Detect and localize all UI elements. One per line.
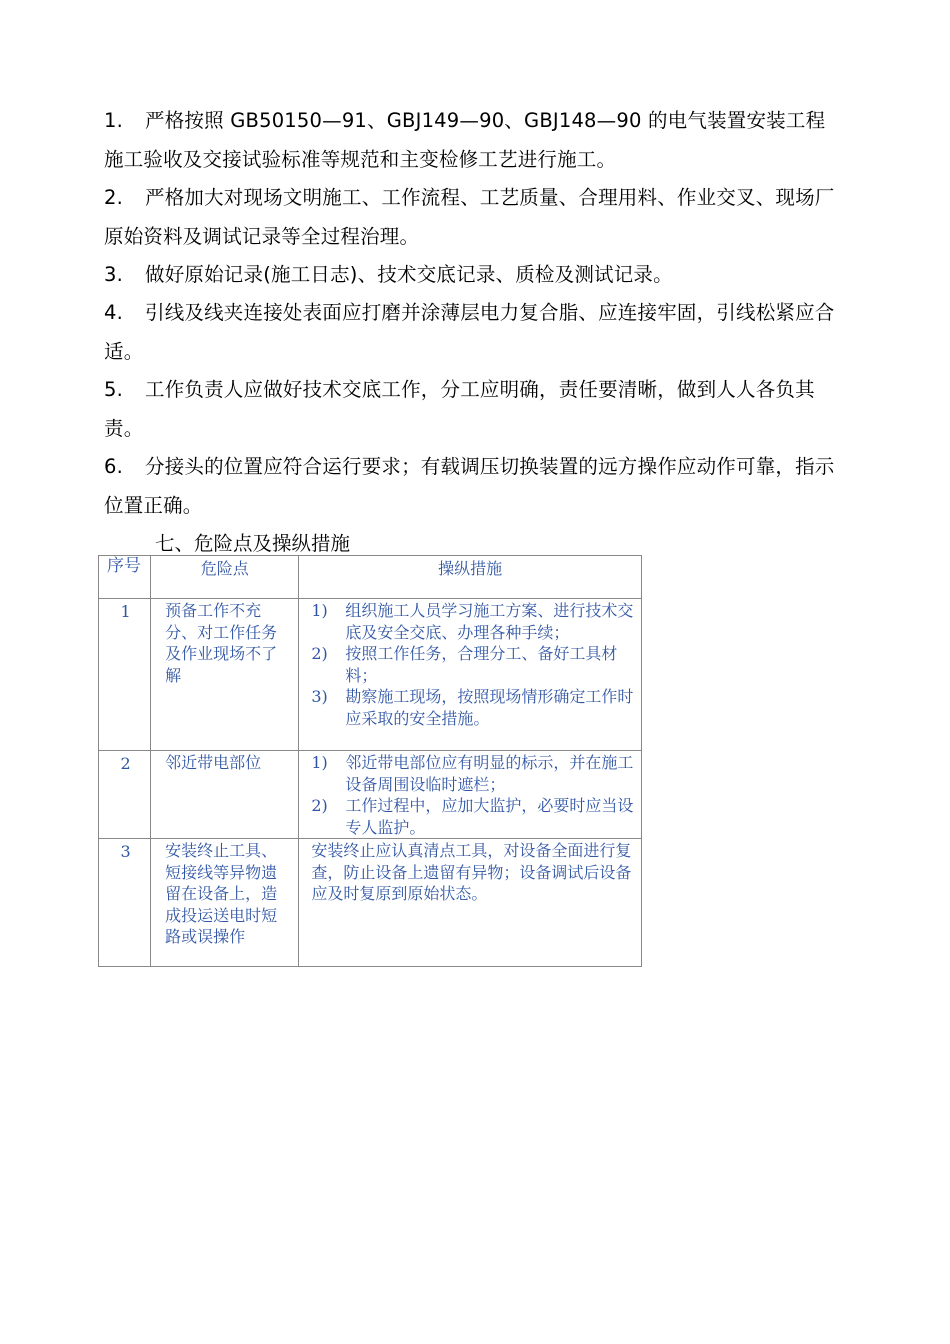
measure-item: 1) 邻近带电部位应有明显的标示，并在施工设备周围设临时遮栏；: [311, 753, 634, 794]
table-row: [99, 599, 642, 751]
measure-item: 1) 组织施工人员学习施工方案、进行技术交底及安全交底、办理各种手续；: [311, 601, 634, 642]
header-no: 序号: [99, 556, 151, 599]
cell-no: 1: [99, 599, 151, 751]
measure-item: 3) 勘察施工现场，按照现场情形确定工作时应采取的安全措施。: [311, 687, 634, 728]
item-number: 5.: [104, 378, 124, 401]
cell-measure: [299, 751, 642, 839]
item-number: 4.: [104, 301, 124, 324]
item-number: 1.: [104, 109, 124, 132]
item-text: 工作负责人应做好技术交底工作，分工应明确，责任要清晰，做到人人各负其责。: [104, 378, 815, 440]
measure-item: 2) 按照工作任务，合理分工、备好工具材料；: [311, 644, 618, 685]
cell-risk: 邻近带电部位: [151, 751, 299, 839]
list-item: [104, 294, 844, 371]
list-item: [104, 102, 844, 179]
list-item: [104, 371, 844, 448]
list-item: [104, 256, 844, 295]
item-text: 分接头的位置应符合运行要求；有载调压切换装置的远方操作应动作可靠，指示位置正确。: [104, 455, 835, 517]
cell-risk: 安装终止工具、短接线等异物遗留在设备上，造成投运送电时短路或误操作: [151, 839, 299, 967]
hazard-table: [98, 555, 642, 967]
cell-measure: 安装终止应认真清点工具，对设备全面进行复查，防止设备上遗留有异物；设备调试后设备应及时复原到原始状态。: [299, 839, 642, 967]
item-text: 严格按照 GB50150—91、GBJ149—90、GBJ148—90 的电气装置安装工程施工验收及交接试验标准等规范和主变检修工艺进行施工。: [104, 109, 826, 171]
item-number: 3.: [104, 263, 124, 286]
header-risk: 危险点: [151, 556, 299, 599]
cell-measure: [299, 599, 642, 751]
list-item: [104, 179, 844, 256]
table-row: [99, 839, 642, 967]
item-text: 做好原始记录(施工日志)、技术交底记录、质检及测试记录。: [145, 263, 673, 286]
item-number: 6.: [104, 455, 124, 478]
cell-risk: 预备工作不充分、对工作任务及作业现场不了解: [151, 599, 299, 751]
item-text: 严格加大对现场文明施工、工作流程、工艺质量、合理用料、作业交叉、现场厂原始资料及调试记录等全过程治理。: [104, 186, 835, 248]
item-number: 2.: [104, 186, 124, 209]
section-title: 七、危险点及操纵措施: [155, 532, 351, 555]
table-row: [99, 751, 642, 839]
header-measure: 操纵措施: [299, 556, 642, 599]
item-text: 引线及线夹连接处表面应打磨并涂薄层电力复合脂、应连接牢固，引线松紧应合适。: [104, 301, 835, 363]
table-header-row: [99, 556, 642, 599]
cell-no: 3: [99, 839, 151, 967]
list-item: [104, 448, 844, 525]
cell-no: 2: [99, 751, 151, 839]
measure-item: 2) 工作过程中，应加大监护，必要时应当设专人监护。: [311, 796, 634, 837]
